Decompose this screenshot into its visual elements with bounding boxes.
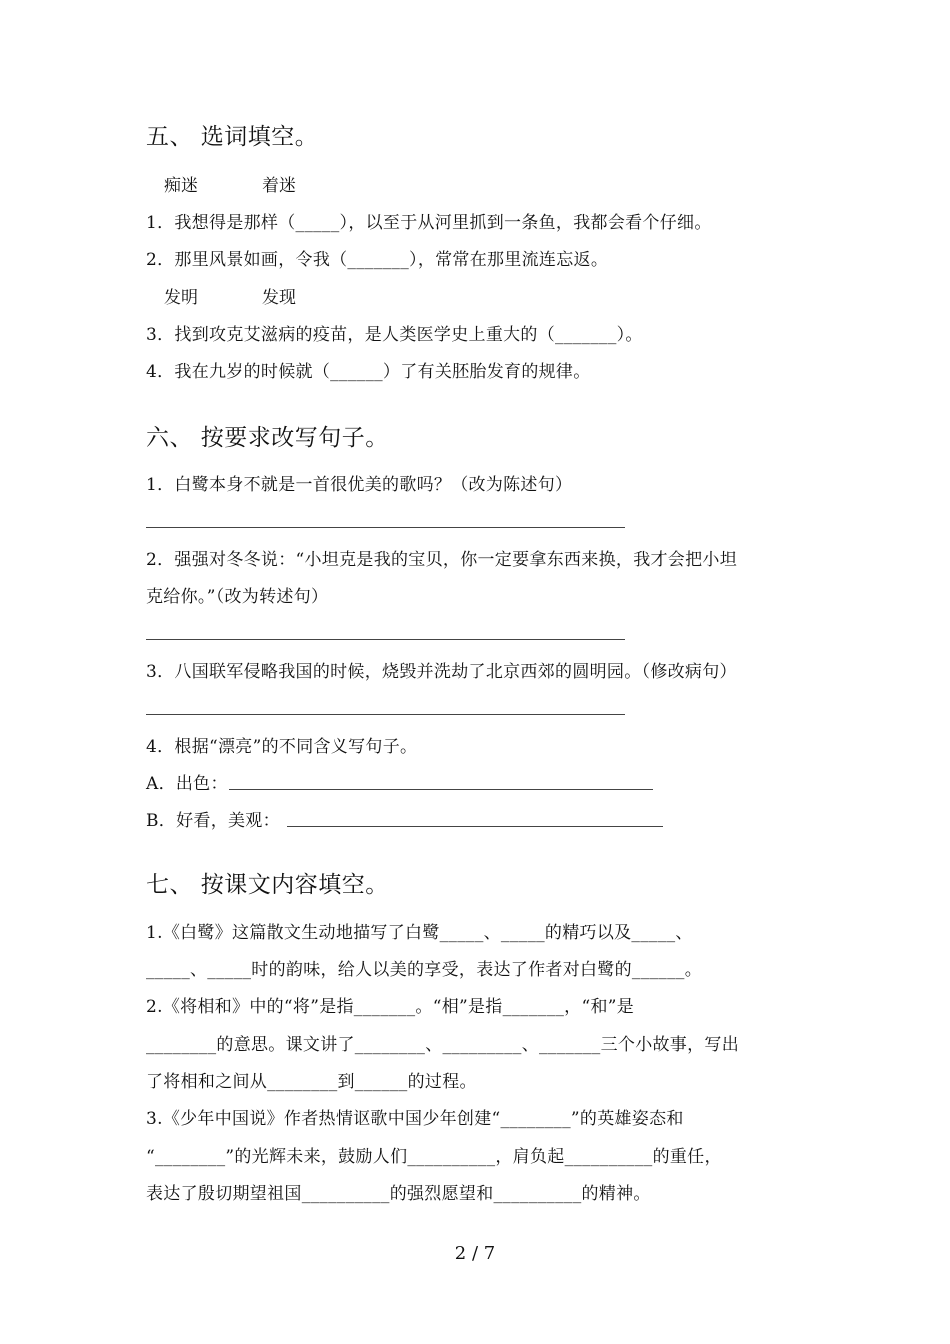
section-5-title: 五、 选词填空。 — [146, 124, 319, 150]
question-6-2-line1: 2．强强对冬冬说：“小坦克是我的宝贝，你一定要拿东西来换，我才会把小坦 — [146, 550, 738, 570]
question-5-2: 2．那里风景如画，令我（_______），常常在那里流连忘返。 — [146, 250, 609, 270]
question-5-4: 4．我在九岁的时候就（______）了有关胚胎发育的规律。 — [146, 362, 591, 382]
question-6-2-line2: 克给你。”（改为转述句） — [146, 587, 329, 607]
answer-line — [146, 527, 625, 528]
section-7-title: 七、 按课文内容填空。 — [146, 872, 389, 898]
question-5-3: 3．找到攻克艾滋病的疫苗，是人类医学史上重大的（_______）。 — [146, 325, 643, 345]
fill-line: 3.《少年中国说》作者热情讴歌中国少年创建“________”的英雄姿态和 — [146, 1109, 684, 1129]
answer-line — [287, 826, 663, 827]
answer-line — [146, 639, 625, 640]
word-choice: 发现 — [262, 288, 296, 308]
word-choice: 发明 — [164, 288, 198, 308]
fill-line: 1.《白鹭》这篇散文生动地描写了白鹭_____、_____的精巧以及_____、 — [146, 923, 693, 943]
question-5-1: 1．我想得是那样（_____），以至于从河里抓到一条鱼，我都会看个仔细。 — [146, 213, 712, 233]
question-6-4: 4．根据“漂亮”的不同含义写句子。 — [146, 737, 418, 757]
answer-line — [229, 789, 653, 790]
fill-line: 表达了殷切期望祖国__________的强烈愿望和__________的精神。 — [146, 1184, 651, 1204]
fill-line: ________的意思。课文讲了________、_________、_______三个小故事，写出 — [146, 1035, 739, 1055]
word-choices-1 — [164, 171, 360, 196]
question-6-4a: A．出色： — [146, 774, 228, 794]
fill-line: “________”的光辉未来，鼓励人们__________，肩负起__________的重任， — [146, 1147, 722, 1167]
word-choices-2 — [164, 283, 360, 308]
question-6-3: 3．八国联军侵略我国的时候，烧毁并洗劫了北京西郊的圆明园。（修改病句） — [146, 662, 737, 682]
section-6-title: 六、 按要求改写句子。 — [146, 425, 389, 451]
question-6-4b: B．好看，美观： — [146, 811, 280, 831]
fill-line: _____、_____时的韵味，给人以美的享受，表达了作者对白鹭的______。 — [146, 960, 702, 980]
fill-line: 2.《将相和》中的“将”是指_______。“相”是指_______，“和”是 — [146, 997, 635, 1017]
answer-line — [146, 714, 625, 715]
word-choice: 痴迷 — [164, 176, 198, 196]
question-6-1: 1．白鹭本身不就是一首很优美的歌吗？（改为陈述句） — [146, 475, 573, 495]
word-choice: 着迷 — [262, 176, 296, 196]
fill-line: 了将相和之间从________到______的过程。 — [146, 1072, 477, 1092]
page-number: 2 / 7 — [454, 1243, 496, 1264]
